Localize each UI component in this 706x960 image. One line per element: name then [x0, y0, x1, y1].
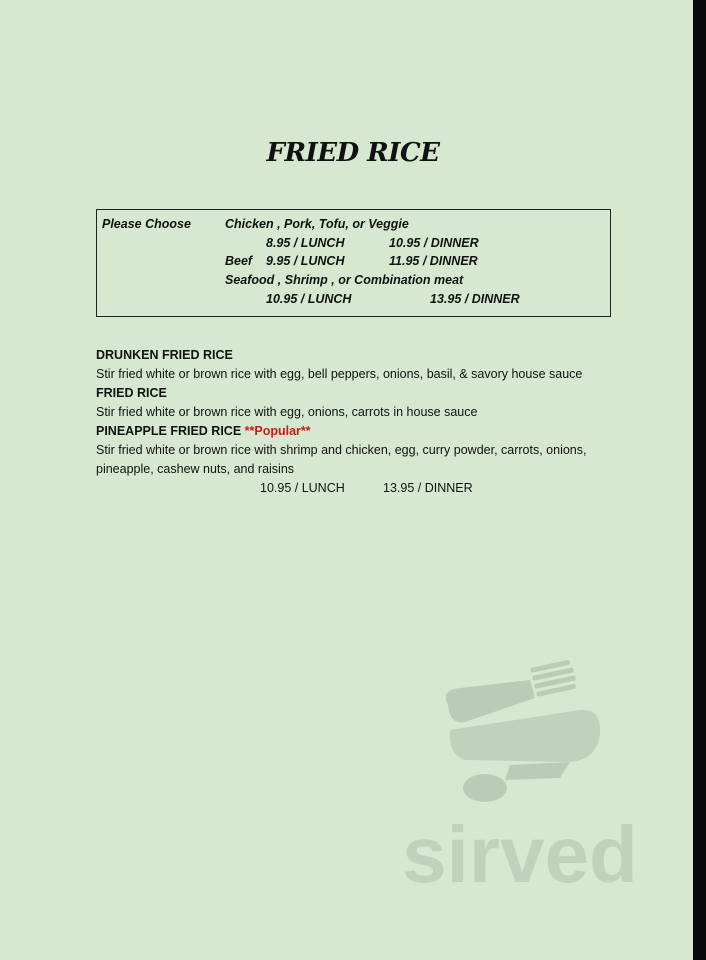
group2-lunch-price: 9.95 / LUNCH [266, 254, 345, 268]
item-heading-pineapple-fried-rice [96, 424, 311, 438]
item-lunch-price: 10.95 / LUNCH [260, 481, 345, 495]
item-name-drunken-fried-rice: DRUNKEN FRIED RICE [96, 348, 233, 362]
watermark-text: sirved [402, 810, 638, 899]
item-description-fried-rice: Stir fried white or brown rice with egg, onions, carrots in house sauce [96, 405, 478, 419]
group2-dinner-price: 11.95 / DINNER [389, 254, 478, 268]
group3-proteins: Seafood , Shrimp , or Combination meat [225, 273, 464, 287]
page-title: FRIED RICE [266, 138, 440, 168]
sirved-watermark [370, 650, 670, 900]
group3-lunch-price: 10.95 / LUNCH [266, 292, 352, 306]
group1-proteins: Chicken , Pork, Tofu, or Veggie [225, 217, 409, 231]
group1-lunch-price: 8.95 / LUNCH [266, 236, 345, 250]
item-name-pineapple-fried-rice: PINEAPPLE FRIED RICE [96, 424, 242, 438]
protein-choice-box [96, 209, 611, 317]
please-choose-label: Please Choose [102, 217, 191, 231]
item-description-pineapple-line1: Stir fried white or brown rice with shrimp and chicken, egg, curry powder, carrots, onions, [96, 443, 587, 457]
group1-dinner-price: 10.95 / DINNER [389, 236, 479, 250]
item-description-drunken-fried-rice: Stir fried white or brown rice with egg, bell peppers, onions, basil, & savory house sauce [96, 367, 583, 381]
group3-dinner-price: 13.95 / DINNER [430, 292, 520, 306]
group2-protein: Beef [225, 254, 253, 268]
fork-spoon-knife-icon [446, 660, 600, 802]
item-dinner-price: 13.95 / DINNER [383, 481, 473, 495]
item-description-pineapple-line2: pineapple, cashew nuts, and raisins [96, 462, 295, 476]
item-name-fried-rice: FRIED RICE [96, 386, 167, 400]
popular-badge: **Popular** [244, 424, 311, 438]
